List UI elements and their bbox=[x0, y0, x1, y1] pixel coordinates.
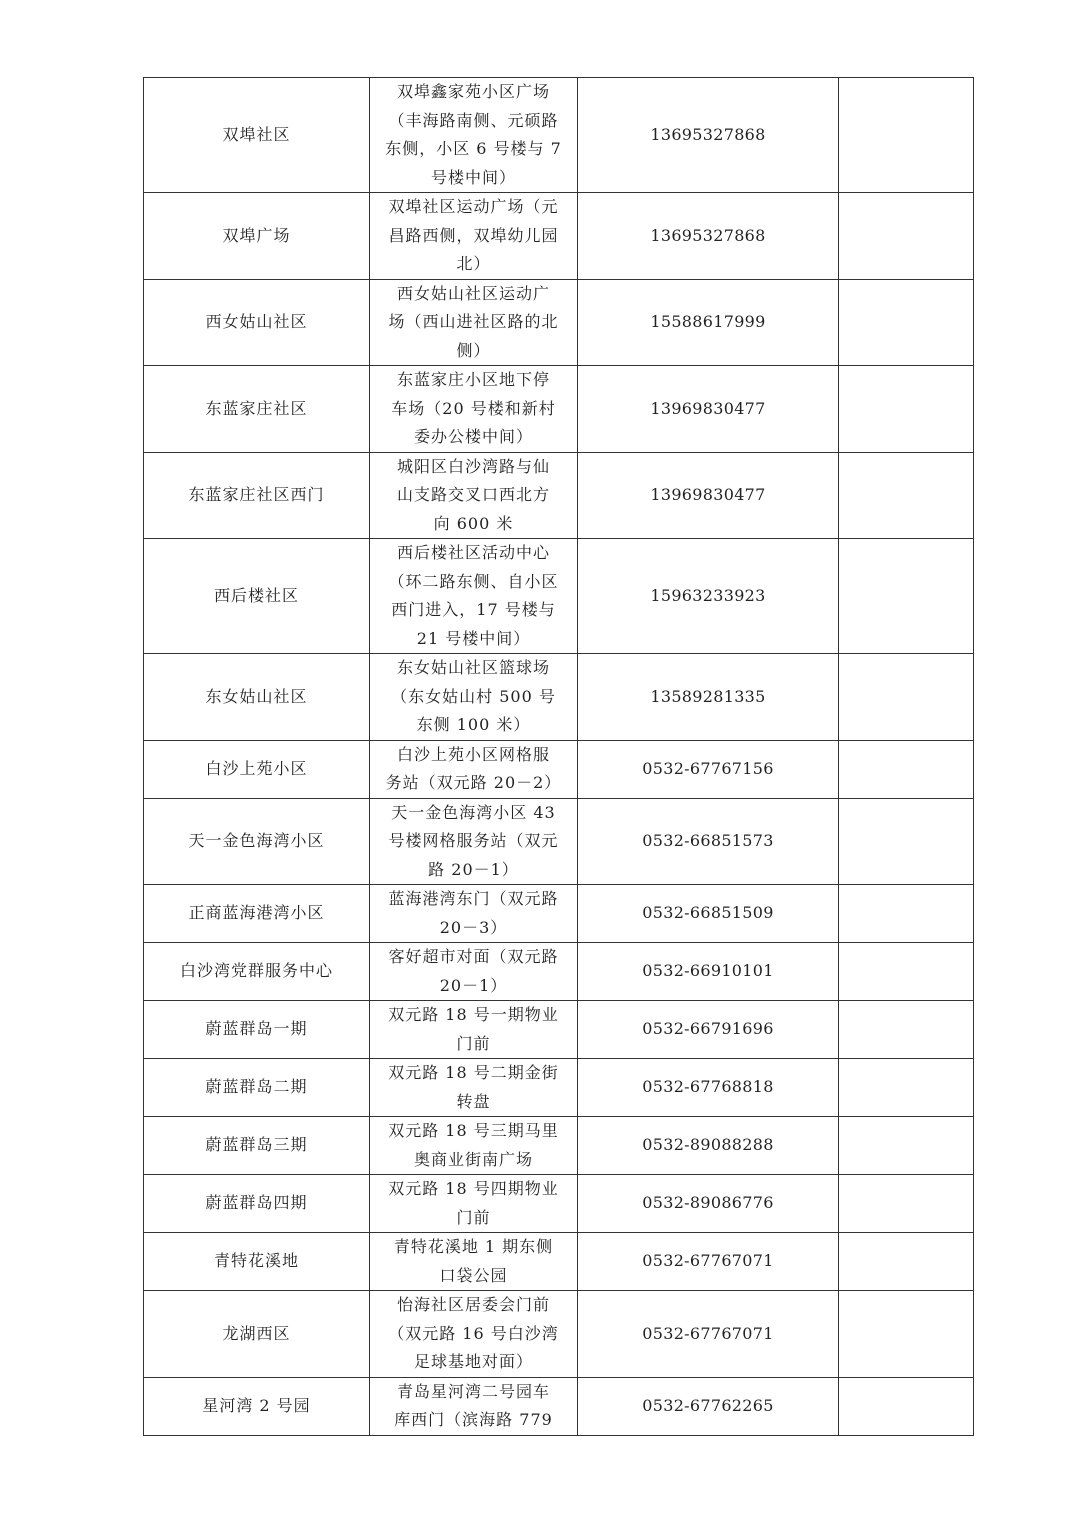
table-row bbox=[144, 193, 974, 280]
table-row bbox=[144, 539, 974, 654]
site-name: 星河湾 2 号园 bbox=[144, 1377, 370, 1435]
site-address-text: 双元路 18 号三期马里 奥商业街南广场 bbox=[388, 1121, 559, 1169]
site-address-text: 西后楼社区活动中心 （环二路东侧、自小区 西门进入，17 号楼与 21 号楼中间） bbox=[388, 543, 559, 648]
site-note bbox=[839, 1059, 974, 1117]
site-address-text: 青岛星河湾二号园车 库西门（滨海路 779 bbox=[394, 1381, 553, 1429]
site-phone: 13969830477 bbox=[578, 366, 839, 453]
site-address-text: 怡海社区居委会门前 （双元路 16 号白沙湾 足球基地对面） bbox=[388, 1295, 559, 1371]
site-note bbox=[839, 1377, 974, 1435]
site-name: 蔚蓝群岛二期 bbox=[144, 1059, 370, 1117]
site-address-text: 城阳区白沙湾路与仙 山支路交叉口西北方 向 600 米 bbox=[396, 456, 550, 533]
site-phone: 15588617999 bbox=[578, 279, 839, 366]
site-note bbox=[839, 740, 974, 798]
table-row bbox=[144, 1175, 974, 1233]
testing-sites-table bbox=[143, 77, 974, 1436]
site-phone: 0532-67768818 bbox=[578, 1059, 839, 1117]
site-address-text: 双元路 18 号一期物业 门前 bbox=[388, 1005, 559, 1053]
site-name: 西后楼社区 bbox=[144, 539, 370, 654]
site-address-text: 双埠鑫家苑小区广场 （丰海路南侧、元硕路 东侧，小区 6 号楼与 7 号楼中间） bbox=[385, 82, 562, 187]
site-note bbox=[839, 366, 974, 453]
table-row bbox=[144, 885, 974, 943]
site-note bbox=[839, 943, 974, 1001]
site-phone: 0532-66851573 bbox=[578, 798, 839, 885]
site-name: 正商蓝海港湾小区 bbox=[144, 885, 370, 943]
site-phone: 0532-67767071 bbox=[578, 1233, 839, 1291]
site-address-text: 双埠社区运动广场（元 昌路西侧，双埠幼儿园 北） bbox=[388, 197, 559, 273]
site-name: 白沙上苑小区 bbox=[144, 740, 370, 798]
site-address bbox=[370, 798, 578, 885]
site-address bbox=[370, 1059, 578, 1117]
site-note bbox=[839, 654, 974, 741]
site-name: 白沙湾党群服务中心 bbox=[144, 943, 370, 1001]
site-phone: 15963233923 bbox=[578, 539, 839, 654]
site-address bbox=[370, 740, 578, 798]
site-address-text: 青特花溪地 1 期东侧 口袋公园 bbox=[393, 1237, 554, 1285]
site-address-text: 客好超市对面（双元路 20－1） bbox=[388, 947, 559, 995]
table-row bbox=[144, 654, 974, 741]
table-row bbox=[144, 78, 974, 193]
site-address bbox=[370, 1377, 578, 1435]
site-phone: 0532-67767071 bbox=[578, 1291, 839, 1378]
site-phone: 13589281335 bbox=[578, 654, 839, 741]
table-row bbox=[144, 366, 974, 453]
site-note bbox=[839, 885, 974, 943]
site-note bbox=[839, 452, 974, 539]
table-row bbox=[144, 452, 974, 539]
site-address bbox=[370, 1233, 578, 1291]
site-address bbox=[370, 366, 578, 453]
site-name: 龙湖西区 bbox=[144, 1291, 370, 1378]
site-note bbox=[839, 1117, 974, 1175]
site-name: 东蓝家庄社区西门 bbox=[144, 452, 370, 539]
site-name: 西女姑山社区 bbox=[144, 279, 370, 366]
site-name: 双埠广场 bbox=[144, 193, 370, 280]
site-address bbox=[370, 193, 578, 280]
site-address bbox=[370, 885, 578, 943]
site-phone: 0532-66791696 bbox=[578, 1001, 839, 1059]
site-name: 东女姑山社区 bbox=[144, 654, 370, 741]
table-row bbox=[144, 1291, 974, 1378]
site-address-text: 天一金色海湾小区 43 号楼网格服务站（双元 路 20－1） bbox=[388, 802, 559, 879]
site-note bbox=[839, 78, 974, 193]
site-note bbox=[839, 1175, 974, 1233]
site-name: 蔚蓝群岛三期 bbox=[144, 1117, 370, 1175]
site-note bbox=[839, 1233, 974, 1291]
site-phone: 0532-67762265 bbox=[578, 1377, 839, 1435]
site-name: 蔚蓝群岛一期 bbox=[144, 1001, 370, 1059]
table-body bbox=[144, 78, 974, 1436]
site-note bbox=[839, 539, 974, 654]
site-phone: 0532-89088288 bbox=[578, 1117, 839, 1175]
site-phone: 13695327868 bbox=[578, 193, 839, 280]
site-name: 蔚蓝群岛四期 bbox=[144, 1175, 370, 1233]
site-note bbox=[839, 193, 974, 280]
site-phone: 0532-89086776 bbox=[578, 1175, 839, 1233]
site-address bbox=[370, 1117, 578, 1175]
site-address bbox=[370, 943, 578, 1001]
site-name: 天一金色海湾小区 bbox=[144, 798, 370, 885]
site-note bbox=[839, 1001, 974, 1059]
site-address-text: 东女姑山社区篮球场 （东女姑山村 500 号 东侧 100 米） bbox=[391, 658, 556, 734]
table-row bbox=[144, 1377, 974, 1435]
site-address bbox=[370, 1175, 578, 1233]
site-note bbox=[839, 1291, 974, 1378]
site-address-text: 双元路 18 号四期物业 门前 bbox=[388, 1179, 559, 1227]
site-phone: 0532-66851509 bbox=[578, 885, 839, 943]
site-phone: 13969830477 bbox=[578, 452, 839, 539]
site-address bbox=[370, 539, 578, 654]
site-address bbox=[370, 279, 578, 366]
site-phone: 0532-67767156 bbox=[578, 740, 839, 798]
table-row bbox=[144, 279, 974, 366]
site-address bbox=[370, 78, 578, 193]
site-address-text: 西女姑山社区运动广 场（西山进社区路的北 侧） bbox=[388, 283, 559, 360]
site-name: 双埠社区 bbox=[144, 78, 370, 193]
site-address bbox=[370, 452, 578, 539]
site-address-text: 白沙上苑小区网格服 务站（双元路 20－2） bbox=[385, 744, 562, 792]
table-row bbox=[144, 943, 974, 1001]
site-address-text: 双元路 18 号二期金街 转盘 bbox=[388, 1063, 559, 1111]
site-address bbox=[370, 1001, 578, 1059]
table-row bbox=[144, 740, 974, 798]
site-address bbox=[370, 654, 578, 741]
site-address-text: 蓝海港湾东门（双元路 20－3） bbox=[388, 889, 559, 937]
table-row bbox=[144, 1233, 974, 1291]
site-address bbox=[370, 1291, 578, 1378]
site-phone: 13695327868 bbox=[578, 78, 839, 193]
site-name: 东蓝家庄社区 bbox=[144, 366, 370, 453]
table-row bbox=[144, 1059, 974, 1117]
table-row bbox=[144, 1001, 974, 1059]
site-phone: 0532-66910101 bbox=[578, 943, 839, 1001]
site-note bbox=[839, 798, 974, 885]
table-row bbox=[144, 1117, 974, 1175]
site-name: 青特花溪地 bbox=[144, 1233, 370, 1291]
table-row bbox=[144, 798, 974, 885]
site-address-text: 东蓝家庄小区地下停 车场（20 号楼和新村 委办公楼中间） bbox=[391, 370, 556, 446]
site-note bbox=[839, 279, 974, 366]
